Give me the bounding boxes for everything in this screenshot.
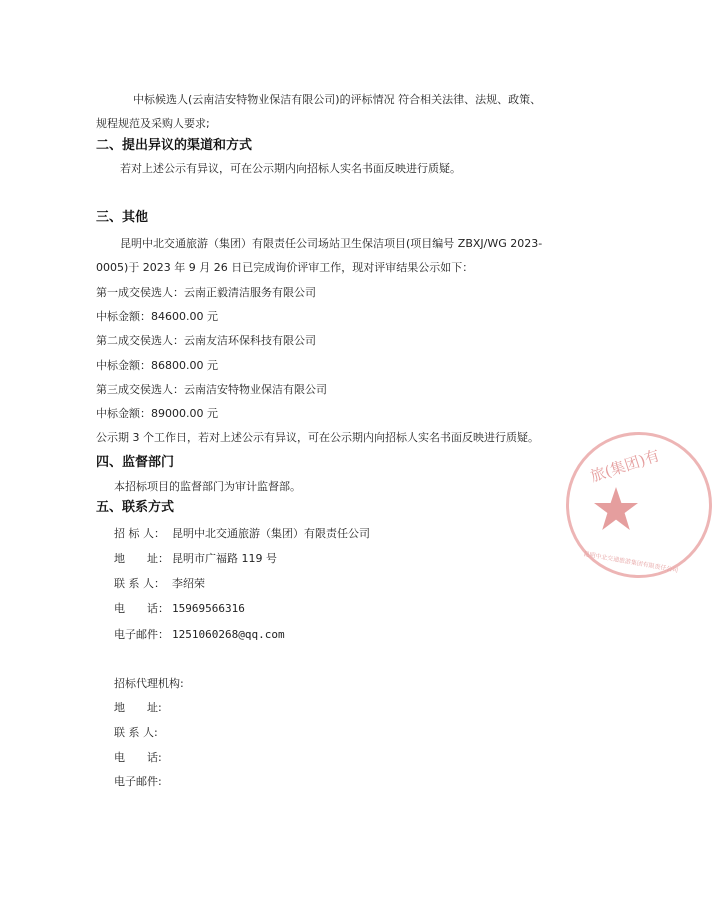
phone-row (114, 601, 245, 617)
agency-contact-label: 联 系 人: (114, 726, 158, 739)
address-label: 地 址： (114, 552, 169, 565)
phone-value: 15969566316 (172, 602, 245, 615)
section-4-text: 本招标项目的监督部门为审计监督部。 (114, 480, 301, 493)
agency-email-label: 电子邮件: (114, 775, 162, 788)
address-row (114, 551, 277, 567)
agency-phone-label: 电 话: (114, 751, 162, 764)
publicity-period-note: 公示期 3 个工作日，若对上述公示有异议，可在公示期内向招标人实名书面反映进行质疑。 (96, 431, 539, 444)
section-5-heading: 五、联系方式 (96, 500, 175, 515)
first-candidate: 第一成交侯选人：云南正毅清洁服务有限公司 (96, 286, 316, 299)
tenderer-value: 昆明中北交通旅游（集团）有限责任公司 (172, 527, 370, 540)
section-4-heading: 四、监督部门 (96, 455, 175, 470)
seal-bottom-text: 昆明中北交通旅游集团有限责任公司 (582, 550, 679, 575)
contact-label: 联 系 人： (114, 577, 165, 590)
tenderer-label: 招 标 人： (114, 527, 165, 540)
seal-star-icon (593, 487, 639, 531)
email-label: 电子邮件： (114, 628, 169, 641)
second-amount: 中标金额：86800.00 元 (96, 359, 218, 372)
first-amount: 中标金额：84600.00 元 (96, 310, 218, 323)
third-amount: 中标金额：89000.00 元 (96, 407, 218, 420)
tenderer-row (114, 526, 370, 542)
section-2-text: 若对上述公示有异议，可在公示期内向招标人实名书面反映进行质疑。 (120, 162, 461, 175)
intro-line-2: 规程规范及采购人要求; (96, 117, 210, 130)
section-3-line-1: 昆明中北交通旅游（集团）有限责任公司场站卫生保洁项目(项目编号 ZBXJ/WG 2023- (120, 237, 543, 250)
phone-label: 电 话： (114, 602, 169, 615)
second-candidate: 第二成交侯选人：云南友洁环保科技有限公司 (96, 334, 316, 347)
section-3-heading: 三、其他 (96, 210, 149, 225)
intro-line-1: 中标候选人(云南洁安特物业保洁有限公司)的评标情况 符合相关法律、法规、政策、 (133, 93, 542, 106)
agency-address-label: 地 址: (114, 701, 162, 714)
section-3-line-2: 0005)于 2023 年 9 月 26 日已完成询价评审工作，现对评审结果公示如下： (96, 261, 474, 274)
email-row (114, 627, 285, 643)
contact-value: 李绍荣 (172, 577, 205, 590)
section-2-heading: 二、提出异议的渠道和方式 (96, 138, 253, 153)
company-seal (566, 432, 712, 578)
contact-row (114, 576, 205, 592)
agency-title: 招标代理机构: (114, 677, 184, 690)
address-value: 昆明市广福路 119 号 (172, 552, 277, 565)
email-value: 1251060268@qq.com (172, 628, 285, 641)
third-candidate: 第三成交侯选人：云南洁安特物业保洁有限公司 (96, 383, 327, 396)
seal-ring-text: 旅(集团)有 (588, 446, 662, 486)
